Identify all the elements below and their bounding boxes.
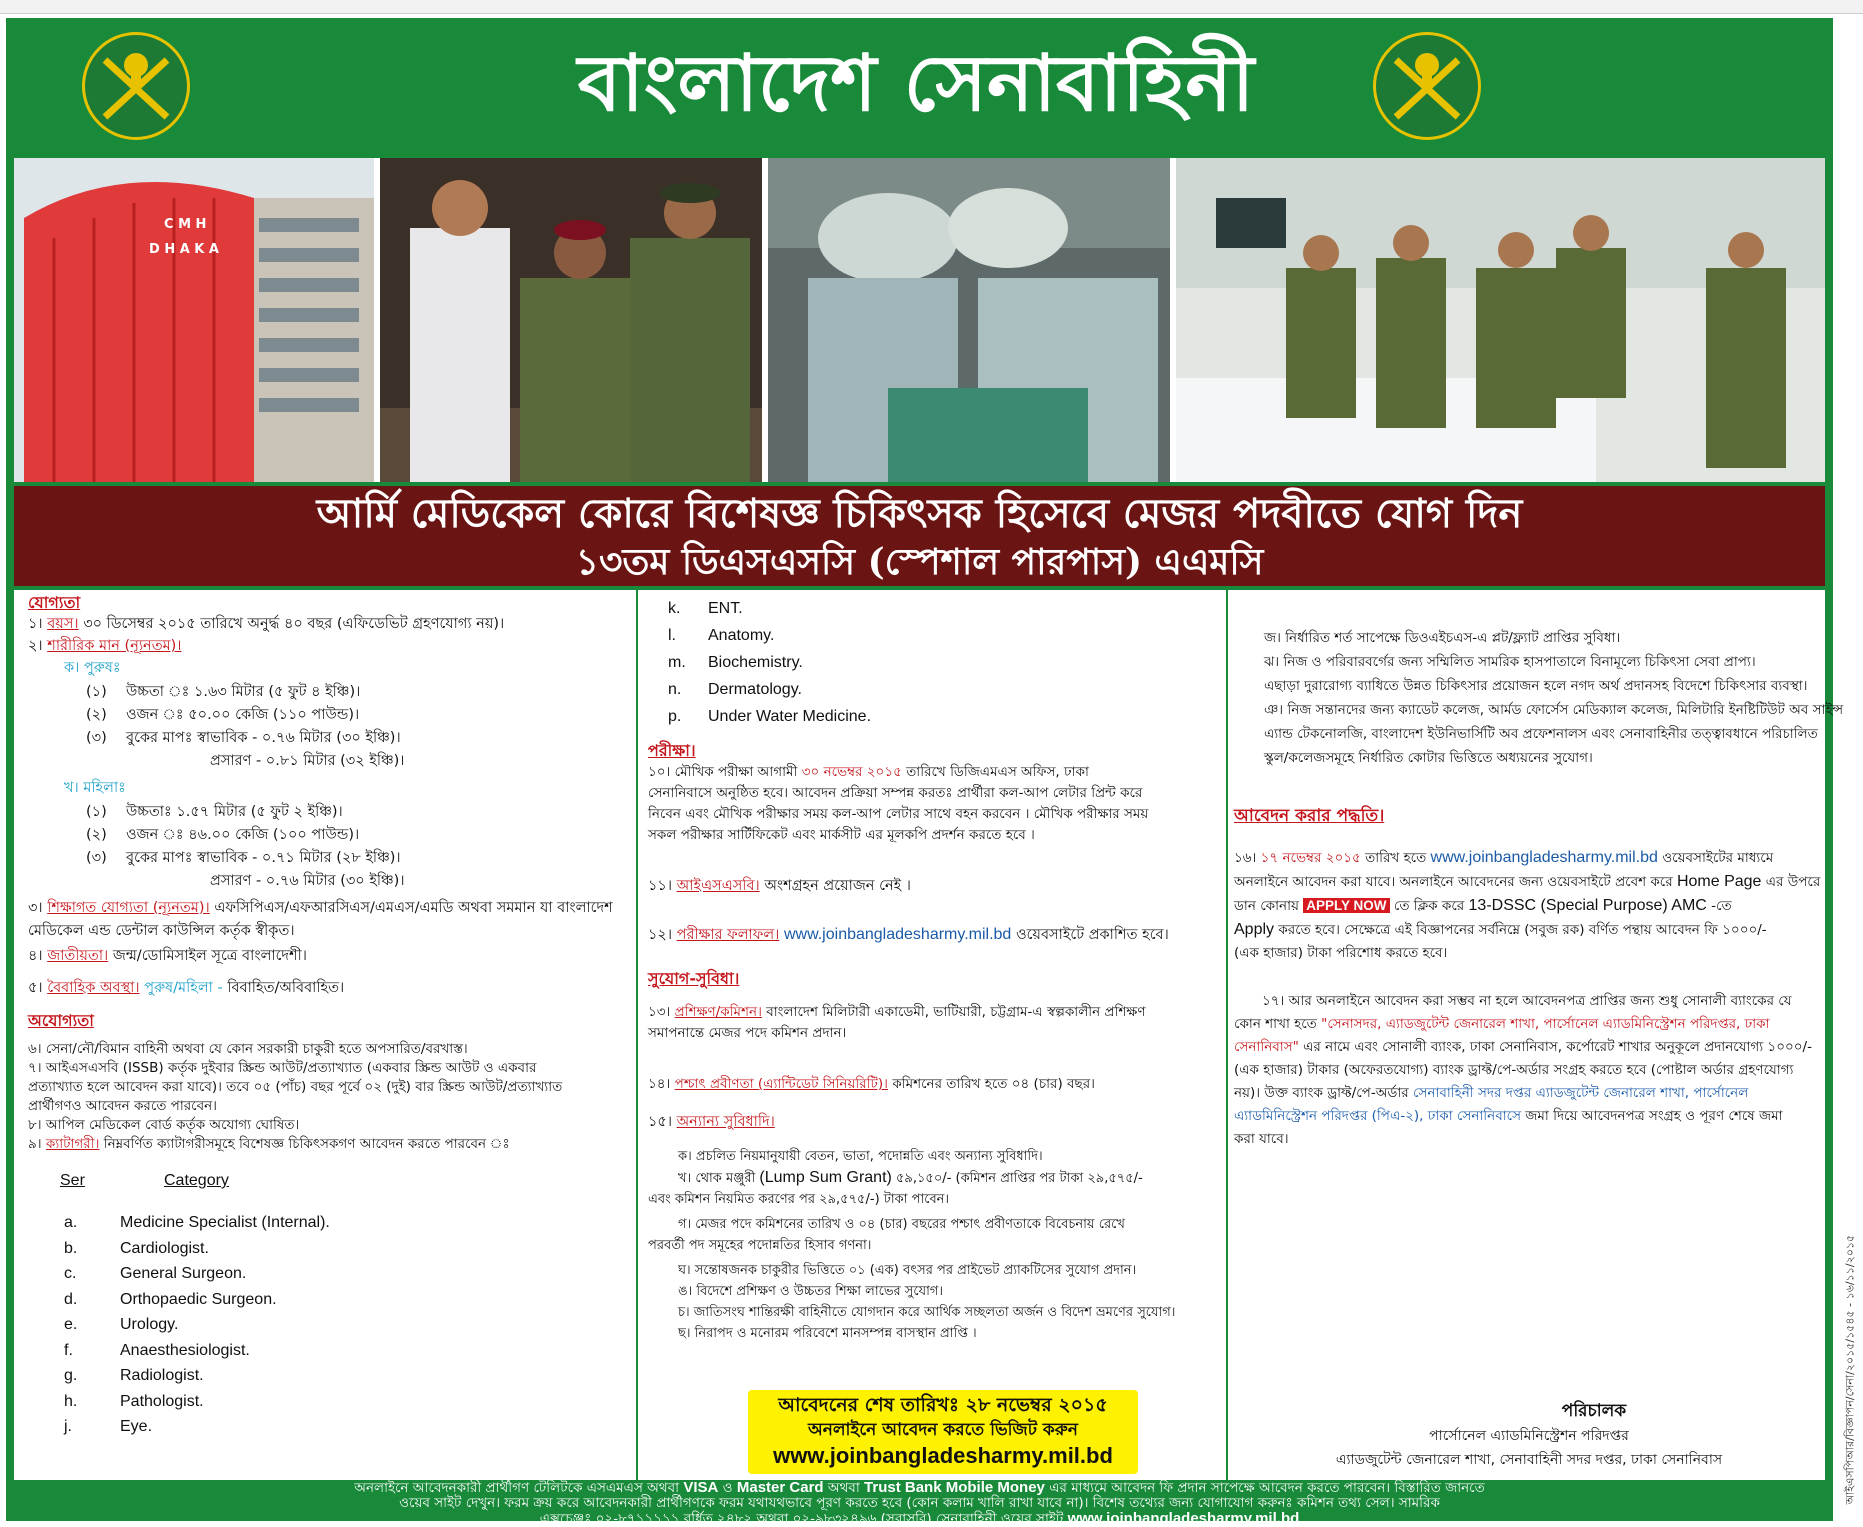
list-item: ঘ। সন্তোষজনক চাকুরীর ভিত্তিতে ০১ (এক) বৎসর পর প্রাইভেট প্র্যাকটিসের সুযোগ প্রদান। bbox=[678, 1263, 1137, 1278]
benefits-heading: সুযোগ-সুবিধা। bbox=[648, 969, 740, 988]
apply-text: (এক হাজার) টাকা পরিশোধ করতে হবে। bbox=[1234, 945, 1448, 961]
result-url-link[interactable]: www.joinbangladesharmy.mil.bd bbox=[783, 926, 1012, 943]
lump-sum-text: (Lump Sum Grant) bbox=[759, 1169, 892, 1186]
submit-office-cont: এ্যাডমিনিস্ট্রেশন পরিদপ্তর (পিএ-২), ঢাকা সেনানিবাসে bbox=[1234, 1108, 1521, 1124]
row-number: ১২। bbox=[648, 927, 673, 943]
trust-bank-text: Trust Bank Mobile Money bbox=[864, 1479, 1045, 1496]
apply-text: অনলাইনে আবেদন করা যাবে। অনলাইনে আবেদনের জন্য ওয়েবসাইটে প্রবেশ করে bbox=[1234, 874, 1673, 890]
list-item: ওজন ঃ ৪৬.০০ কেজি (১০০ পাউন্ড)। bbox=[126, 827, 360, 843]
ser-number: p. bbox=[668, 708, 682, 725]
list-number: (৩) bbox=[86, 850, 107, 866]
bank-draft-paragraph bbox=[1234, 990, 1824, 1151]
ceremony-photo bbox=[380, 158, 762, 482]
apply-text: করতে হবে। সেক্ষেত্রে এই বিজ্ঞাপনের সর্বনিম্নে (সবুজ রক) বর্ণিত পন্থায় আবেদন ফি ১০০০/- bbox=[1278, 922, 1767, 938]
mastercard-text: Master Card bbox=[736, 1479, 824, 1496]
green-frame bbox=[6, 18, 1844, 1527]
apply-text: -তে bbox=[1711, 898, 1732, 914]
photo-strip bbox=[14, 158, 1825, 482]
ser-number: d. bbox=[64, 1290, 78, 1308]
other-benefits-list bbox=[648, 1146, 1226, 1344]
footer-text: অথবা bbox=[827, 1480, 860, 1496]
category-name: ENT. bbox=[708, 600, 743, 617]
category-name: Orthopaedic Surgeon. bbox=[120, 1290, 277, 1308]
list-item: ঝ। নিজ ও পরিবারবর্গের জন্য সম্মিলিত সামরিক হাসপাতালে বিনামূল্যে চিকিৎসা সেবা প্রাপ্য। bbox=[1264, 654, 1756, 670]
list-number: (২) bbox=[86, 707, 107, 723]
website-link[interactable]: www.joinbangladesharmy.mil.bd bbox=[773, 1443, 1113, 1468]
footer-text: অনলাইনে আবেদনকারী প্রার্থীগণ টেলিটকে এসএমএস অথবা bbox=[354, 1480, 680, 1496]
list-number: (২) bbox=[86, 827, 107, 843]
ser-number: f. bbox=[64, 1341, 73, 1359]
draft-text: কোন শাখা হতে bbox=[1234, 1016, 1317, 1032]
seniority-text: কমিশনের তারিখ হতে ০৪ (চার) বছর। bbox=[892, 1076, 1095, 1092]
nationality-text: জন্ম/ডোমিসাইল সূত্রে বাংলাদেশী। bbox=[112, 948, 307, 964]
ser-number: e. bbox=[64, 1316, 78, 1333]
apply-now-button[interactable]: APPLY NOW bbox=[1303, 898, 1389, 913]
benefits-cont-list bbox=[1264, 626, 1844, 770]
disqualification-heading: অযোগ্যতা bbox=[28, 1011, 94, 1030]
column-2 bbox=[636, 590, 1224, 1480]
category-name: Anaesthesiologist. bbox=[120, 1341, 250, 1359]
row-number: ১৬। bbox=[1234, 850, 1257, 866]
row-number: ১৩। bbox=[648, 1004, 671, 1020]
course-name-text: 13-DSSC (Special Purpose) AMC bbox=[1468, 897, 1707, 914]
list-item: প্রত্যাখ্যাত হলে আবেদন করা যাবে)। তবে ০৫ (পাঁচ) বছর পূর্বে ০২ (দুই) বার স্ক্রিন্ড আউট/প্রত্যাখ্যাত bbox=[28, 1079, 563, 1095]
list-item: এছাড়া দুরারোগ্য ব্যাধিতে উন্নত চিকিৎসার প্রয়োজন হলে নগদ অর্থ প্রদানসহ বিদেশে চিকিৎসার ব্যবস্থা। bbox=[1264, 678, 1808, 694]
signature-branch: এ্যাডজুটেন্ট জেনারেল শাখা, সেনাবাহিনী সদর দপ্তর, ঢাকা সেনানিবাস bbox=[1335, 1452, 1723, 1468]
issb-label: আইএসএসবি। bbox=[676, 878, 760, 894]
apply-text: এর উপরে bbox=[1765, 874, 1821, 890]
apply-method-heading: আবেদন করার পদ্ধতি। bbox=[1234, 806, 1385, 826]
list-item: উচ্চতাঃ ১.৫৭ মিটার (৫ ফুট ২ ইঞ্চি)। bbox=[126, 804, 343, 820]
category-name: Under Water Medicine. bbox=[708, 708, 872, 725]
row-number: ৩। bbox=[28, 900, 43, 916]
list-item: ৬। সেনা/নৌ/বিমান বাহিনী অথবা যে কোন সরকারী চাকুরী হতে অপসারিত/বরখাস্ত। bbox=[28, 1041, 468, 1057]
ser-number: l. bbox=[668, 627, 676, 644]
surgery-photo bbox=[768, 158, 1170, 482]
army-emblem-left-icon bbox=[82, 32, 190, 140]
visit-text: অনলাইনে আবেদন করতে ভিজিট করুন bbox=[808, 1420, 1078, 1440]
apply-word-text: Apply bbox=[1234, 921, 1275, 938]
education-label: শিক্ষাগত যোগ্যতা (ন্যূনতম)। bbox=[47, 900, 210, 916]
list-number: (১) bbox=[86, 684, 107, 700]
male-standards-list bbox=[86, 682, 404, 774]
physical-standard-label: শারীরিক মান (ন্যূনতম)। bbox=[47, 638, 182, 654]
category-list bbox=[64, 1212, 330, 1442]
footer-info bbox=[6, 1479, 1833, 1527]
column-3 bbox=[1226, 590, 1844, 1480]
army-emblem-right-icon bbox=[1373, 32, 1481, 140]
marital-status-text: বিবাহিত/অবিবাহিত। bbox=[227, 980, 345, 996]
signature-office: পার্সোনেল এ্যাডমিনিস্ট্রেশন পরিদপ্তর bbox=[1429, 1428, 1629, 1444]
hospital-ward-photo bbox=[1176, 158, 1825, 482]
apply-text: তে ক্লিক করে bbox=[1393, 898, 1465, 914]
list-item: উচ্চতা ঃ ১.৬৩ মিটার (৫ ফুট ৪ ইঞ্চি)। bbox=[126, 684, 361, 700]
ser-number: c. bbox=[64, 1265, 77, 1282]
gender-label: পুরুষ/মহিলা - bbox=[144, 980, 223, 996]
category-name: Anatomy. bbox=[708, 627, 775, 644]
list-item: প্রার্থীগণও আবেদন করতে পারবেন। bbox=[28, 1098, 218, 1114]
female-label: খ। মহিলাঃ bbox=[64, 780, 126, 796]
exam-text: সকল পরীক্ষার সার্টিফিকেট এবং মার্কসীট এর মূলকপি প্রদর্শন করতে হবে । bbox=[648, 827, 1035, 843]
signature-block bbox=[1234, 1398, 1824, 1472]
category-name: General Surgeon. bbox=[120, 1265, 247, 1282]
ser-number: h. bbox=[64, 1392, 78, 1410]
category-name: Medicine Specialist (Internal). bbox=[120, 1214, 330, 1231]
footer-website-link[interactable]: www.joinbangladesharmy.mil.bd bbox=[1067, 1510, 1300, 1527]
deadline-text: আবেদনের শেষ তারিখঃ ২৮ নভেম্বর ২০১৫ bbox=[778, 1394, 1108, 1416]
exam-text: সেনানিবাসে অনুষ্ঠিত হবে। আবেদন প্রক্রিয়া সম্পন্ন করতঃ প্রার্থীরা কল-আপ লেটার প্রিন্ট করে bbox=[648, 785, 1143, 801]
exam-heading: পরীক্ষা। bbox=[648, 741, 696, 760]
list-item: ওজন ঃ ৫০.০০ কেজি (১১০ পাউন্ড)। bbox=[126, 707, 360, 723]
category-text: নিম্নবর্ণিত ক্যাটাগরীসমূহে বিশেষজ্ঞ চিকিৎসকগণ আবেদন করতে পারবেন ঃ bbox=[103, 1136, 510, 1152]
top-strip bbox=[0, 0, 1863, 14]
viva-date: ৩০ নভেম্বর ২০১৫ bbox=[801, 764, 902, 780]
row-number: ২। bbox=[28, 638, 43, 654]
list-item: বুকের মাপঃ স্বাভাবিক - ০.৭৬ মিটার (৩০ ইঞ্চি)। bbox=[126, 730, 401, 746]
payee-name-cont: সেনানিবাস" bbox=[1234, 1039, 1299, 1055]
ser-number: b. bbox=[64, 1239, 78, 1257]
ser-header: Ser bbox=[60, 1172, 85, 1189]
submit-office: সেনাবাহিনী সদর দপ্তর এ্যাডজুটেন্ট জেনারেল শাখা, পার্সোনেল bbox=[1413, 1085, 1749, 1101]
list-item: প্রসারণ - ০.৭৬ মিটার (৩০ ইঞ্চি)। bbox=[210, 873, 405, 889]
signature-title: পরিচালক bbox=[1561, 1401, 1627, 1421]
visa-text: VISA bbox=[683, 1479, 719, 1496]
apply-text: তারিখ হতে bbox=[1365, 850, 1427, 866]
payee-name: "সেনাসদর, এ্যাডজুটেন্ট জেনারেল শাখা, পার্সোনেল এ্যাডমিনিস্ট্রেশন পরিদপ্তর, ঢাকা bbox=[1321, 1016, 1770, 1032]
draft-text: (এক হাজার) টাকার (অফেরতযোগ্য) ব্যাংক ড্রাফ্ট/পে-অর্ডার সংগ্রহ করতে হবে (পোষ্টাল অর্ডার গ্রহণযোগ্য bbox=[1234, 1062, 1794, 1078]
exam-text: ১০। মৌখিক পরীক্ষা আগামী bbox=[648, 764, 798, 780]
list-item: ক। প্রচলিত নিয়মানুযায়ী বেতন, ভাতা, পদোন্নতি এবং অন্যান্য সুবিধাদি। bbox=[678, 1149, 1043, 1164]
page-title: বাংলাদেশ সেনাবাহিনী bbox=[577, 38, 1255, 129]
list-item: এবং কমিশন নিয়মিত করণের পর ২৯,৫৭৫/-) টাকা পাবেন। bbox=[648, 1192, 950, 1207]
title-banner bbox=[14, 486, 1825, 586]
draft-text: করা যাবে। bbox=[1234, 1131, 1289, 1147]
category-name: Pathologist. bbox=[120, 1392, 204, 1410]
online-apply-paragraph bbox=[1234, 846, 1824, 965]
age-text: ৩০ ডিসেম্বর ২০১৫ তারিখে অনুর্দ্ধ ৪০ বছর (এফিডেভিট গ্রহণযোগ্য নয়)। bbox=[83, 616, 505, 632]
result-text: ওয়েবসাইটে প্রকাশিত হবে। bbox=[1015, 927, 1169, 943]
row-number: ১। bbox=[28, 616, 43, 632]
start-date: ১৭ নভেম্বর ২০১৫ bbox=[1260, 850, 1361, 866]
list-item: পরবর্তী পদ সমূহের পদোন্নতির হিসাব গণনা। bbox=[648, 1238, 872, 1253]
list-item: স্কুল/কলেজসমূহে নির্ধারিত কোটার ভিত্তিতে অধ্যয়নের সুযোগ। bbox=[1264, 750, 1593, 766]
exam-text: তারিখে ডিজিএমএস অফিস, ঢাকা bbox=[906, 764, 1089, 780]
ser-number: n. bbox=[668, 681, 682, 698]
category-name: Urology. bbox=[120, 1316, 179, 1333]
disqualification-list bbox=[28, 1040, 624, 1154]
list-item: প্রসারণ - ০.৮১ মিটার (৩২ ইঞ্চি)। bbox=[210, 753, 405, 769]
row-number: ১৫। bbox=[648, 1114, 673, 1130]
apply-text: ওয়েবসাইটের মাধ্যমে bbox=[1662, 850, 1774, 866]
list-item: গ। মেজর পদে কমিশনের তারিখ ও ০৪ (চার) বছরের পশ্চাৎ প্রবীণতাকে বিবেচনায় রেখে bbox=[678, 1217, 1125, 1232]
apply-text: ডান কোনায় bbox=[1234, 898, 1299, 914]
issb-text: অংশগ্রহন প্রয়োজন নেই । bbox=[764, 878, 911, 894]
footer-text: এর মাধ্যমে আবেদন ফি প্রদান সাপেক্ষে আবেদন করতে পারবেন। বিস্তারিত জানতে bbox=[1049, 1480, 1485, 1496]
cmh-dhaka-building-photo bbox=[14, 158, 374, 482]
row-number: ৫। bbox=[28, 980, 43, 996]
list-item: ঙ। বিদেশে প্রশিক্ষণ ও উচ্চতর শিক্ষা লাভের সুযোগ। bbox=[678, 1284, 944, 1299]
education-text-cont: মেডিকেল এন্ড ডেন্টাল কাউন্সিল কর্তৃক স্বীকৃত। bbox=[28, 923, 295, 939]
training-label: প্রশিক্ষণ/কমিশন। bbox=[674, 1004, 762, 1020]
cmh-sign-line1: C M H bbox=[164, 217, 207, 232]
ser-number: g. bbox=[64, 1367, 78, 1384]
result-label: পরীক্ষার ফলাফল। bbox=[676, 927, 780, 943]
header bbox=[6, 18, 1833, 156]
male-label: ক। পুরুষঃ bbox=[64, 660, 121, 676]
nationality-label: জাতীয়তা। bbox=[47, 948, 109, 964]
education-text: এফসিপিএস/এফআরসিএস/এমএস/এমডি অথবা সমমান যা বাংলাদেশ bbox=[214, 900, 613, 916]
other-benefits-label: অন্যান্য সুবিধাদি। bbox=[676, 1114, 775, 1130]
apply-url-link[interactable]: www.joinbangladesharmy.mil.bd bbox=[1430, 849, 1658, 866]
banner-line2: ১৩তম ডিএসএসসি (স্পেশাল পারপাস) এএমসি bbox=[575, 541, 1264, 583]
list-item: ৭। আইএসএসবি (ISSB) কর্তৃক দুইবার স্ক্রিন্ড আউট/প্রত্যাখ্যাত (একবার স্ক্রিন্ড আউট ও একবার bbox=[28, 1060, 537, 1076]
content-body bbox=[14, 590, 1844, 1480]
training-paragraph bbox=[648, 1002, 1220, 1044]
row-number: ৯। bbox=[28, 1136, 42, 1152]
exam-paragraph bbox=[648, 762, 1220, 846]
footer-text: এক্সচেঞ্জঃ ০২-৮৭১১১১১ বর্ধিত ২৪৮২ অথবা ০২-৯৮৩২৪৯৬ (সরাসরি) সেনাবাহিনী ওয়েব সাইট bbox=[539, 1511, 1064, 1527]
ser-number: m. bbox=[668, 654, 686, 671]
ser-number: k. bbox=[668, 600, 681, 617]
training-text: বাংলাদেশ মিলিটারী একাডেমী, ভাটিয়ারী, চট্টগ্রাম-এ স্বল্পকালীন প্রশিক্ষণ bbox=[766, 1004, 1146, 1020]
row-number: ৪। bbox=[28, 948, 43, 964]
category-name: Dermatology. bbox=[708, 681, 802, 698]
category-name: Cardiologist. bbox=[120, 1239, 209, 1257]
ser-number: a. bbox=[64, 1214, 78, 1231]
footer-text: ওয়েব সাইট দেখুন। ফরম ক্রয় করে আবেদনকারী প্রার্থীগণকে ফরম যথাযথভাবে পূরণ করতে হবে (কোন কলাম খালি রাখা যাবে না)। বিশেষ তথ্যের জন্য যোগাযোগ করুনঃ কমিশন তথ্য সেল। সামরিক bbox=[399, 1495, 1440, 1511]
list-number: (১) bbox=[86, 804, 107, 820]
side-reference-note bbox=[1836, 1220, 1858, 1510]
list-number: (৩) bbox=[86, 730, 107, 746]
list-item: ৮। আপিল মেডিকেল বোর্ড কর্তৃক অযোগ্য ঘোষিত। bbox=[28, 1117, 300, 1133]
list-item: ঞ। নিজ সন্তানদের জন্য ক্যাডেট কলেজ, আর্মড ফোর্সেস মেডিক্যাল কলেজ, মিলিটারি ইনষ্টিটিউট অব সাইন্স bbox=[1264, 702, 1844, 718]
cmh-sign-line2: D H A K A bbox=[149, 242, 219, 257]
column-1 bbox=[24, 590, 624, 1480]
age-label: বয়স। bbox=[47, 616, 79, 632]
female-standards-list bbox=[86, 802, 405, 894]
category-label: ক্যাটাগরী। bbox=[45, 1136, 100, 1152]
list-item: এ্যান্ড টেকনোলজি, বাংলাদেশ ইউনিভার্সিটি অব প্রফেশনালস এবং সেনাবাহিনীর তত্ত্বাবধানে পরিচালিত bbox=[1264, 726, 1818, 742]
category-list-cont bbox=[668, 598, 871, 733]
list-item: জ। নির্ধারিত শর্ত সাপেক্ষে ডিওএইচএস-এ প্লট/ফ্ল্যাট প্রাপ্তির সুবিধা। bbox=[1264, 630, 1621, 646]
draft-text: এর নামে এবং সোনালী ব্যাংক, ঢাকা সেনানিবাস, কর্পোরেট শাখার অনুকূলে প্রদানযোগ্য ১০০০/- bbox=[1303, 1039, 1812, 1055]
banner-line1: আর্মি মেডিকেল কোরে বিশেষজ্ঞ চিকিৎসক হিসেবে মেজর পদবীতে যোগ দিন bbox=[316, 490, 1523, 537]
footer-text: ও bbox=[722, 1480, 733, 1496]
row-number: ১১। bbox=[648, 878, 673, 894]
seniority-label: পশ্চাৎ প্রবীণতা (এ্যান্টিডেট সিনিয়রিটি)। bbox=[674, 1076, 889, 1092]
qualification-heading: যোগ্যতা bbox=[28, 593, 81, 612]
list-item: খ। থোক মঞ্জুরী bbox=[678, 1171, 756, 1186]
list-item: চ। জাতিসংঘ শান্তিরক্ষী বাহিনীতে যোগদান করে আর্থিক সচ্ছলতা অর্জন ও বিদেশ ভ্রমণের সুযোগ। bbox=[678, 1305, 1176, 1320]
draft-text: জমা দিয়ে আবেদনপত্র সংগ্রহ ও পূরণ শেষে জমা bbox=[1525, 1108, 1783, 1124]
deadline-box bbox=[748, 1390, 1138, 1474]
training-text: সমাপনান্তে মেজর পদে কমিশন প্রদান। bbox=[648, 1025, 847, 1041]
list-item: ছ। নিরাপদ ও মনোরম পরিবেশে মানসম্পন্ন বাসস্থান প্রাপ্তি । bbox=[678, 1326, 977, 1341]
home-page-text: Home Page bbox=[1676, 873, 1762, 890]
list-item: ৫৯,১৫০/- (কমিশন প্রাপ্তির পর টাকা ২৯,৫৭৫/- bbox=[895, 1171, 1143, 1186]
reference-text: আইএসপিআর/বিজ্ঞাপন/সেনা/২০১৫/১৫৪৫ - ১৬/১১/২০১৫ bbox=[1843, 1234, 1857, 1505]
draft-text: নয়)। উক্ত ব্যাংক ড্রাফ্ট/পে-অর্ডার bbox=[1234, 1085, 1409, 1101]
row-number: ১৪। bbox=[648, 1076, 671, 1092]
draft-text: ১৭। আর অনলাইনে আবেদন করা সম্ভব না হলে আবেদনপত্র প্রাপ্তির জন্য শুধু সোনালী ব্যাংকের যে bbox=[1262, 993, 1792, 1009]
category-name: Radiologist. bbox=[120, 1367, 204, 1384]
list-item: বুকের মাপঃ স্বাভাবিক - ০.৭১ মিটার (২৮ ইঞ্চি)। bbox=[126, 850, 401, 866]
category-name: Biochemistry. bbox=[708, 654, 803, 671]
category-header: Category bbox=[164, 1172, 229, 1189]
marital-status-label: বৈবাহিক অবস্থা। bbox=[47, 980, 140, 996]
category-name: Eye. bbox=[120, 1418, 153, 1435]
ser-number: j. bbox=[64, 1418, 72, 1435]
exam-text: নিবেন এবং মৌখিক পরীক্ষার সময় কল-আপ লেটার সাথে বহন করবেন । মৌখিক পরীক্ষার সময় bbox=[648, 806, 1149, 822]
